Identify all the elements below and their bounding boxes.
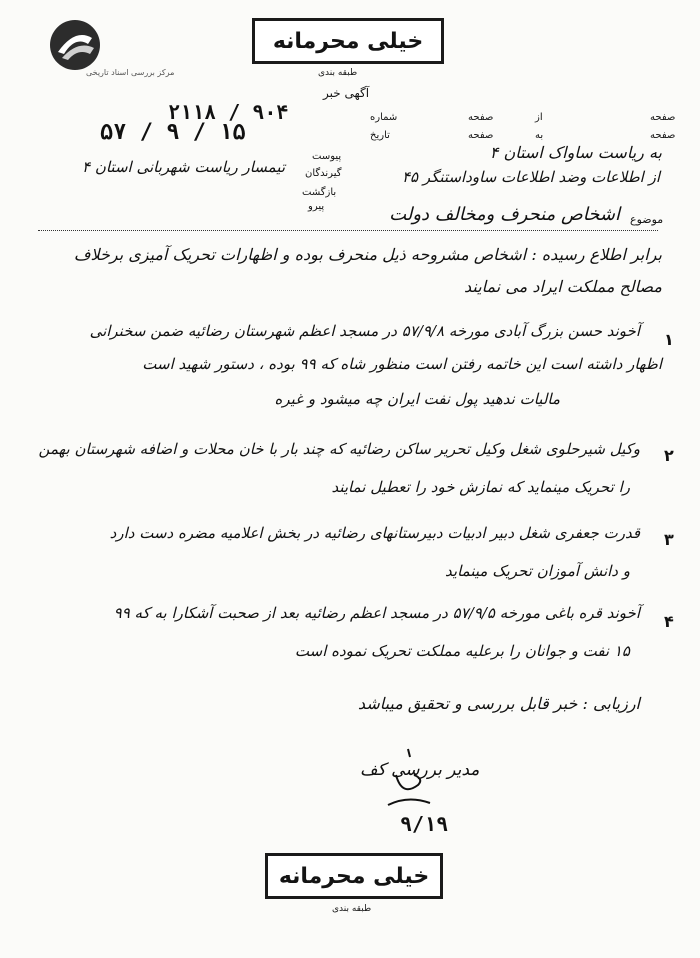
- field-from-label: از: [535, 112, 543, 123]
- top-confidential-stamp: خیلی محرمانه: [252, 18, 444, 64]
- field-recipients-label: گیرندگان: [305, 168, 342, 179]
- item-4-number: ۴: [664, 612, 674, 631]
- item-2-line-1: وکیل شیرحلوی شغل وکیل تحریر ساکن رضائیه که چند بار با خان محلات و اضافه شهرستان بهمن: [38, 440, 640, 458]
- bottom-confidential-stamp: خیلی محرمانه: [265, 853, 443, 899]
- field-attachment-label: پیوست: [312, 151, 342, 162]
- item-3-line-1: قدرت جعفری شغل دبیر ادبیات دبیرستانهای رضائیه در بخش اعلامیه مضره دست دارد: [109, 524, 640, 542]
- field-file-label: پیرو: [308, 201, 325, 212]
- item-4-line-2: ۱۵ نفت و جوانان را برعلیه مملکت تحریک نموده است: [294, 642, 630, 660]
- recipients-value: تیمسار ریاست شهربانی استان ۴: [82, 158, 286, 176]
- subject-label: موضوع: [630, 213, 664, 226]
- signature-date: ۹/۱۹: [400, 812, 449, 836]
- item-3-line-2: و دانش آموزان تحریک مینماید: [445, 562, 630, 580]
- item-2-number: ۲: [664, 446, 674, 465]
- top-classification-label: طبقه بندی: [318, 68, 358, 78]
- subject-text: اشخاص منحرف ومخالف دولت: [389, 204, 620, 225]
- item-2-line-2: را تحریک مینماید که نمازش خود را تعطیل نمایند: [331, 478, 630, 496]
- intro-line-1: برابر اطلاع رسیده : اشخاص مشروحه ذیل منحرف بوده و اظهارات تحریک آمیزی برخلاف: [73, 245, 662, 264]
- page-mark-2: صفحه: [650, 130, 676, 141]
- field-to-label: به: [535, 130, 544, 141]
- item-1-number: ۱: [664, 330, 674, 349]
- page-mark-1: صفحه: [650, 112, 676, 123]
- field-followup-label: بازگشت: [302, 187, 337, 198]
- from-line: از اطلاعات وضد اطلاعات ساوداستنگر ۴۵: [401, 168, 660, 186]
- signature-title: مدیر بررسی کف: [360, 760, 480, 780]
- doc-type-label: آگهی خبر: [323, 86, 370, 100]
- field-number-label: شماره: [370, 112, 398, 123]
- archive-logo-icon: [48, 18, 102, 72]
- to-line: به ریاست ساواک استان ۴: [489, 143, 662, 162]
- item-1-line-2: اظهار داشته است این خاتمه رفتن است منظور شاه که ۹۹ بوده ، دستور شهید است: [142, 355, 662, 373]
- signature-mark-icon: [378, 745, 438, 815]
- number-value: ۲۱۱۸ / ۹۰۴: [168, 100, 289, 124]
- field-page-label: صفحه: [468, 112, 494, 123]
- item-1-line-1: آخوند حسن بزرگ آبادی مورخه ۵۷/۹/۸ در مسجد اعظم شهرستان رضائیه ضمن سخنرانی: [89, 322, 640, 340]
- item-1-line-3: مالیات ندهید پول نفت ایران چه میشود و غیره: [274, 390, 560, 408]
- field-date-label: تاریخ: [370, 130, 390, 141]
- item-4-line-1: آخوند قره باغی مورخه ۵۷/۹/۵ در مسجد اعظم رضائیه بعد از صحبت آشکارا به که ۹۹: [113, 604, 640, 622]
- evaluation-note: ارزیابی : خبر قابل بررسی و تحقیق میباشد: [357, 694, 640, 713]
- logo-caption: مرکز بررسی اسناد تاریخی: [86, 68, 175, 77]
- intro-line-2: مصالح مملکت ایراد می نمایند: [464, 277, 662, 296]
- field-page-label-2: صفحه: [468, 130, 494, 141]
- bottom-classification-label: طبقه بندی: [332, 904, 372, 914]
- item-3-number: ۳: [664, 530, 674, 549]
- date-value: ۵۷ / ۹ / ۱۵: [100, 120, 246, 145]
- subject-divider: [38, 230, 658, 231]
